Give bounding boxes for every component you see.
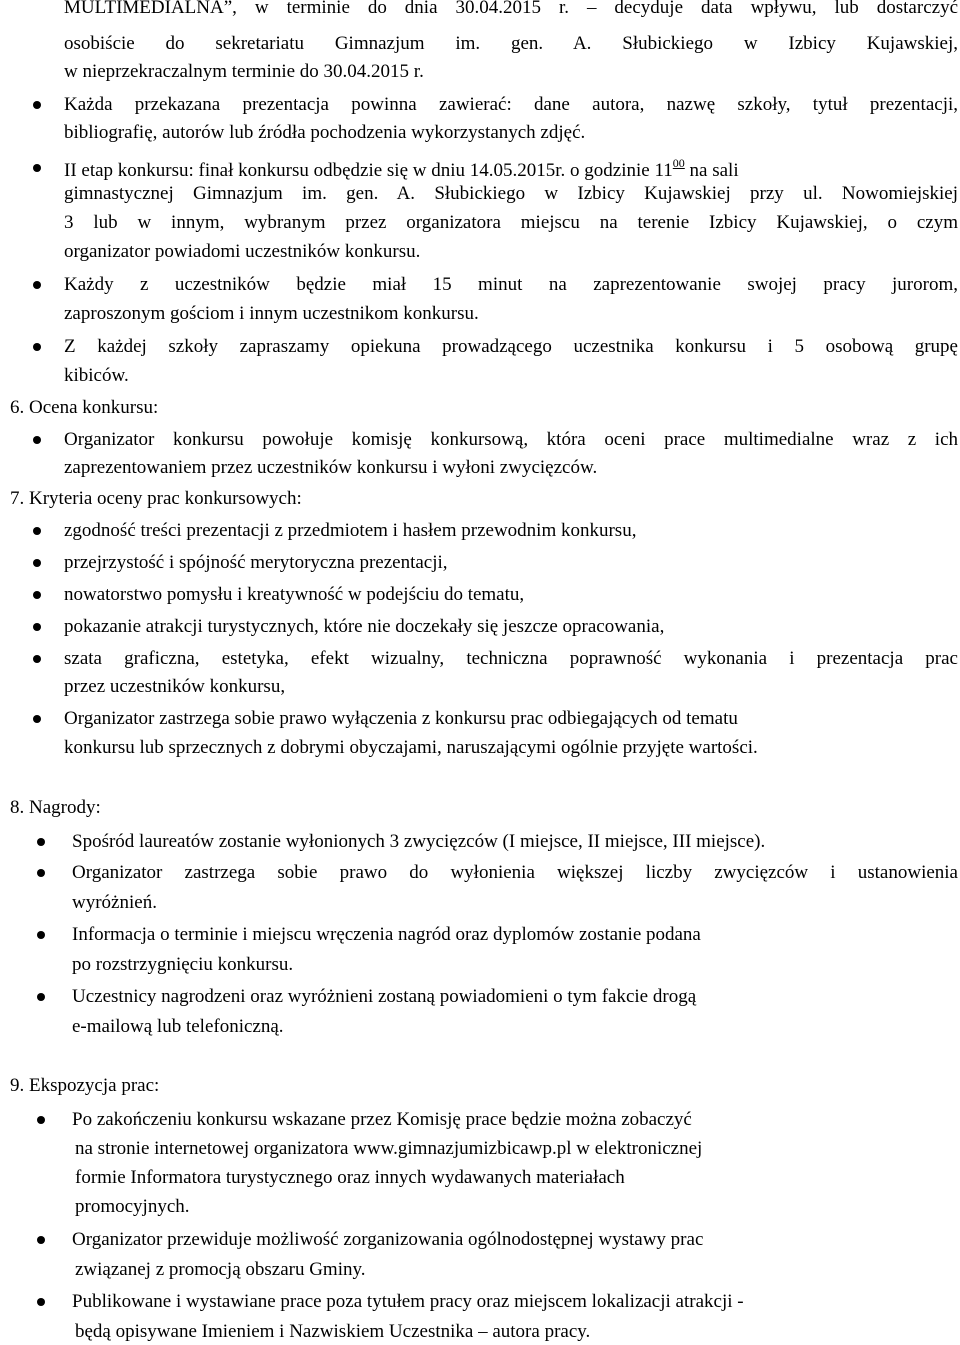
section-6-heading: 6. Ocena konkursu: <box>10 397 159 418</box>
s7-bullet-6-line-2: konkursu lub sprzecznych z dobrymi obyczajami, naruszającymi ogólnie przyjęte wartości. <box>64 737 758 758</box>
s6-bullet-1-line-2: zaprezentowaniem przez uczestników konkursu i wyłoni zwycięzców. <box>64 457 598 478</box>
s8-bullet-3-line-1: Informacja o terminie i miejscu wręczenia nagród oraz dyplomów zostanie podana <box>72 924 701 945</box>
rule-2-text <box>64 151 739 183</box>
rule-3-line-1: Każdy z uczestników będzie miał 15 minut na zaprezentowanie swojej pracy jurorom, <box>64 274 958 295</box>
bullet-icon <box>37 869 45 877</box>
bullet-icon <box>33 436 41 444</box>
bullet-icon <box>37 1236 45 1244</box>
intro-line-1: MULTIMEDIALNA”, w terminie do dnia 30.04.2015 r. – decyduje data wpływu, lub dostarczyć <box>64 0 958 18</box>
s9-bullet-1-line-1: Po zakończeniu konkursu wskazane przez Komisję prace będzie można zobaczyć <box>72 1109 692 1130</box>
rule-2-text-b: na sali <box>684 160 739 181</box>
rule-4-line-2: kibiców. <box>64 365 129 386</box>
s8-bullet-1: Spośród laureatów zostanie wyłonionych 3 zwycięzców (I miejsce, II miejsce, III miejsce). <box>72 831 766 852</box>
section-8-heading: 8. Nagrody: <box>10 797 101 818</box>
s8-bullet-4-line-1: Uczestnicy nagrodzeni oraz wyróżnieni zostaną powiadomieni o tym fakcie drogą <box>72 986 697 1007</box>
s9-bullet-1-line-3: formie Informatora turystycznego oraz innych wydawanych materiałach <box>75 1167 625 1188</box>
rule-3-line-2: zaproszonym gościom i innym uczestnikom konkursu. <box>64 303 479 324</box>
rule-2-text-a: II etap konkursu: finał konkursu odbędzie się w dniu 14.05.2015r. o godzinie 11 <box>64 160 673 181</box>
bullet-icon <box>33 591 41 599</box>
bullet-icon <box>33 559 41 567</box>
rule-1-line-2: bibliografię, autorów lub źródła pochodzenia wykorzystanych zdjęć. <box>64 122 586 143</box>
bullet-icon <box>33 164 41 172</box>
bullet-icon <box>37 931 45 939</box>
s9-bullet-1-line-4: promocyjnych. <box>75 1196 190 1217</box>
rule-2-line-1 <box>64 151 958 183</box>
rule-4-line-1: Z każdej szkoły zapraszamy opiekuna prowadzącego uczestnika konkursu i 5 osobową grupę <box>64 336 958 357</box>
section-9-heading: 9. Ekspozycja prac: <box>10 1075 160 1096</box>
s7-bullet-3: nowatorstwo pomysłu i kreatywność w podejściu do tematu, <box>64 584 525 605</box>
intro-line-2: osobiście do sekretariatu Gimnazjum im. gen. A. Słubickiego w Izbicy Kujawskiej, <box>64 33 958 54</box>
s9-bullet-1-line-2: na stronie internetowej organizatora www.gimnazjumizbicawp.pl w elektronicznej <box>75 1138 703 1159</box>
s8-bullet-2-line-1: Organizator zastrzega sobie prawo do wyłonienia większej liczby zwycięzców i ustanowienia <box>72 862 958 883</box>
intro-line-3: w nieprzekraczalnym terminie do 30.04.2015 r. <box>64 61 424 82</box>
bullet-icon <box>37 1298 45 1306</box>
s9-bullet-3-line-2: będą opisywane Imieniem i Nazwiskiem Uczestnika – autora pracy. <box>75 1321 591 1342</box>
s7-bullet-5-line-2: przez uczestników konkursu, <box>64 676 286 697</box>
bullet-icon <box>33 281 41 289</box>
s7-bullet-2: przejrzystość i spójność merytoryczna prezentacji, <box>64 552 448 573</box>
s9-bullet-3-line-1: Publikowane i wystawiane prace poza tytułem pracy oraz miejscem lokalizacji atrakcji - <box>72 1291 744 1312</box>
bullet-icon <box>33 623 41 631</box>
s7-bullet-1: zgodność treści prezentacji z przedmiotem i hasłem przewodnim konkursu, <box>64 520 637 541</box>
s9-bullet-2-line-2: związanej z promocją obszaru Gminy. <box>75 1259 366 1280</box>
bullet-icon <box>33 715 41 723</box>
s6-bullet-1-line-1: Organizator konkursu powołuje komisję konkursową, która oceni prace multimedialne wraz z ich <box>64 429 958 450</box>
bullet-icon <box>37 993 45 1001</box>
bullet-icon <box>37 1116 45 1124</box>
bullet-icon <box>33 655 41 663</box>
time-superscript: 00 <box>672 156 685 170</box>
s7-bullet-5-line-1: szata graficzna, estetyka, efekt wizualny, techniczna poprawność wykonania i prezentacja prac <box>64 648 958 669</box>
s9-bullet-2-line-1: Organizator przewiduje możliwość zorganizowania ogólnodostępnej wystawy prac <box>72 1229 704 1250</box>
rule-2-line-3: 3 lub w innym, wybranym przez organizatora miejscu na terenie Izbicy Kujawskiej, o czym <box>64 212 958 233</box>
s8-bullet-2-line-2: wyróżnień. <box>72 892 157 913</box>
rule-2-line-4: organizator powiadomi uczestników konkursu. <box>64 241 421 262</box>
rule-1-line-1: Każda przekazana prezentacja powinna zawierać: dane autora, nazwę szkoły, tytuł prezentacji, <box>64 94 958 115</box>
s7-bullet-4: pokazanie atrakcji turystycznych, które nie doczekały się jeszcze opracowania, <box>64 616 665 637</box>
section-7-heading: 7. Kryteria oceny prac konkursowych: <box>10 488 302 509</box>
bullet-icon <box>37 838 45 846</box>
s8-bullet-3-line-2: po rozstrzygnięciu konkursu. <box>72 954 294 975</box>
s8-bullet-4-line-2: e-mailową lub telefoniczną. <box>72 1016 284 1037</box>
bullet-icon <box>33 527 41 535</box>
s7-bullet-6-line-1: Organizator zastrzega sobie prawo wyłączenia z konkursu prac odbiegających od tematu <box>64 708 738 729</box>
bullet-icon <box>33 101 41 109</box>
bullet-icon <box>33 343 41 351</box>
rule-2-line-2: gimnastycznej Gimnazjum im. gen. A. Słubickiego w Izbicy Kujawskiej przy ul. Nowomiejskiej <box>64 183 958 204</box>
